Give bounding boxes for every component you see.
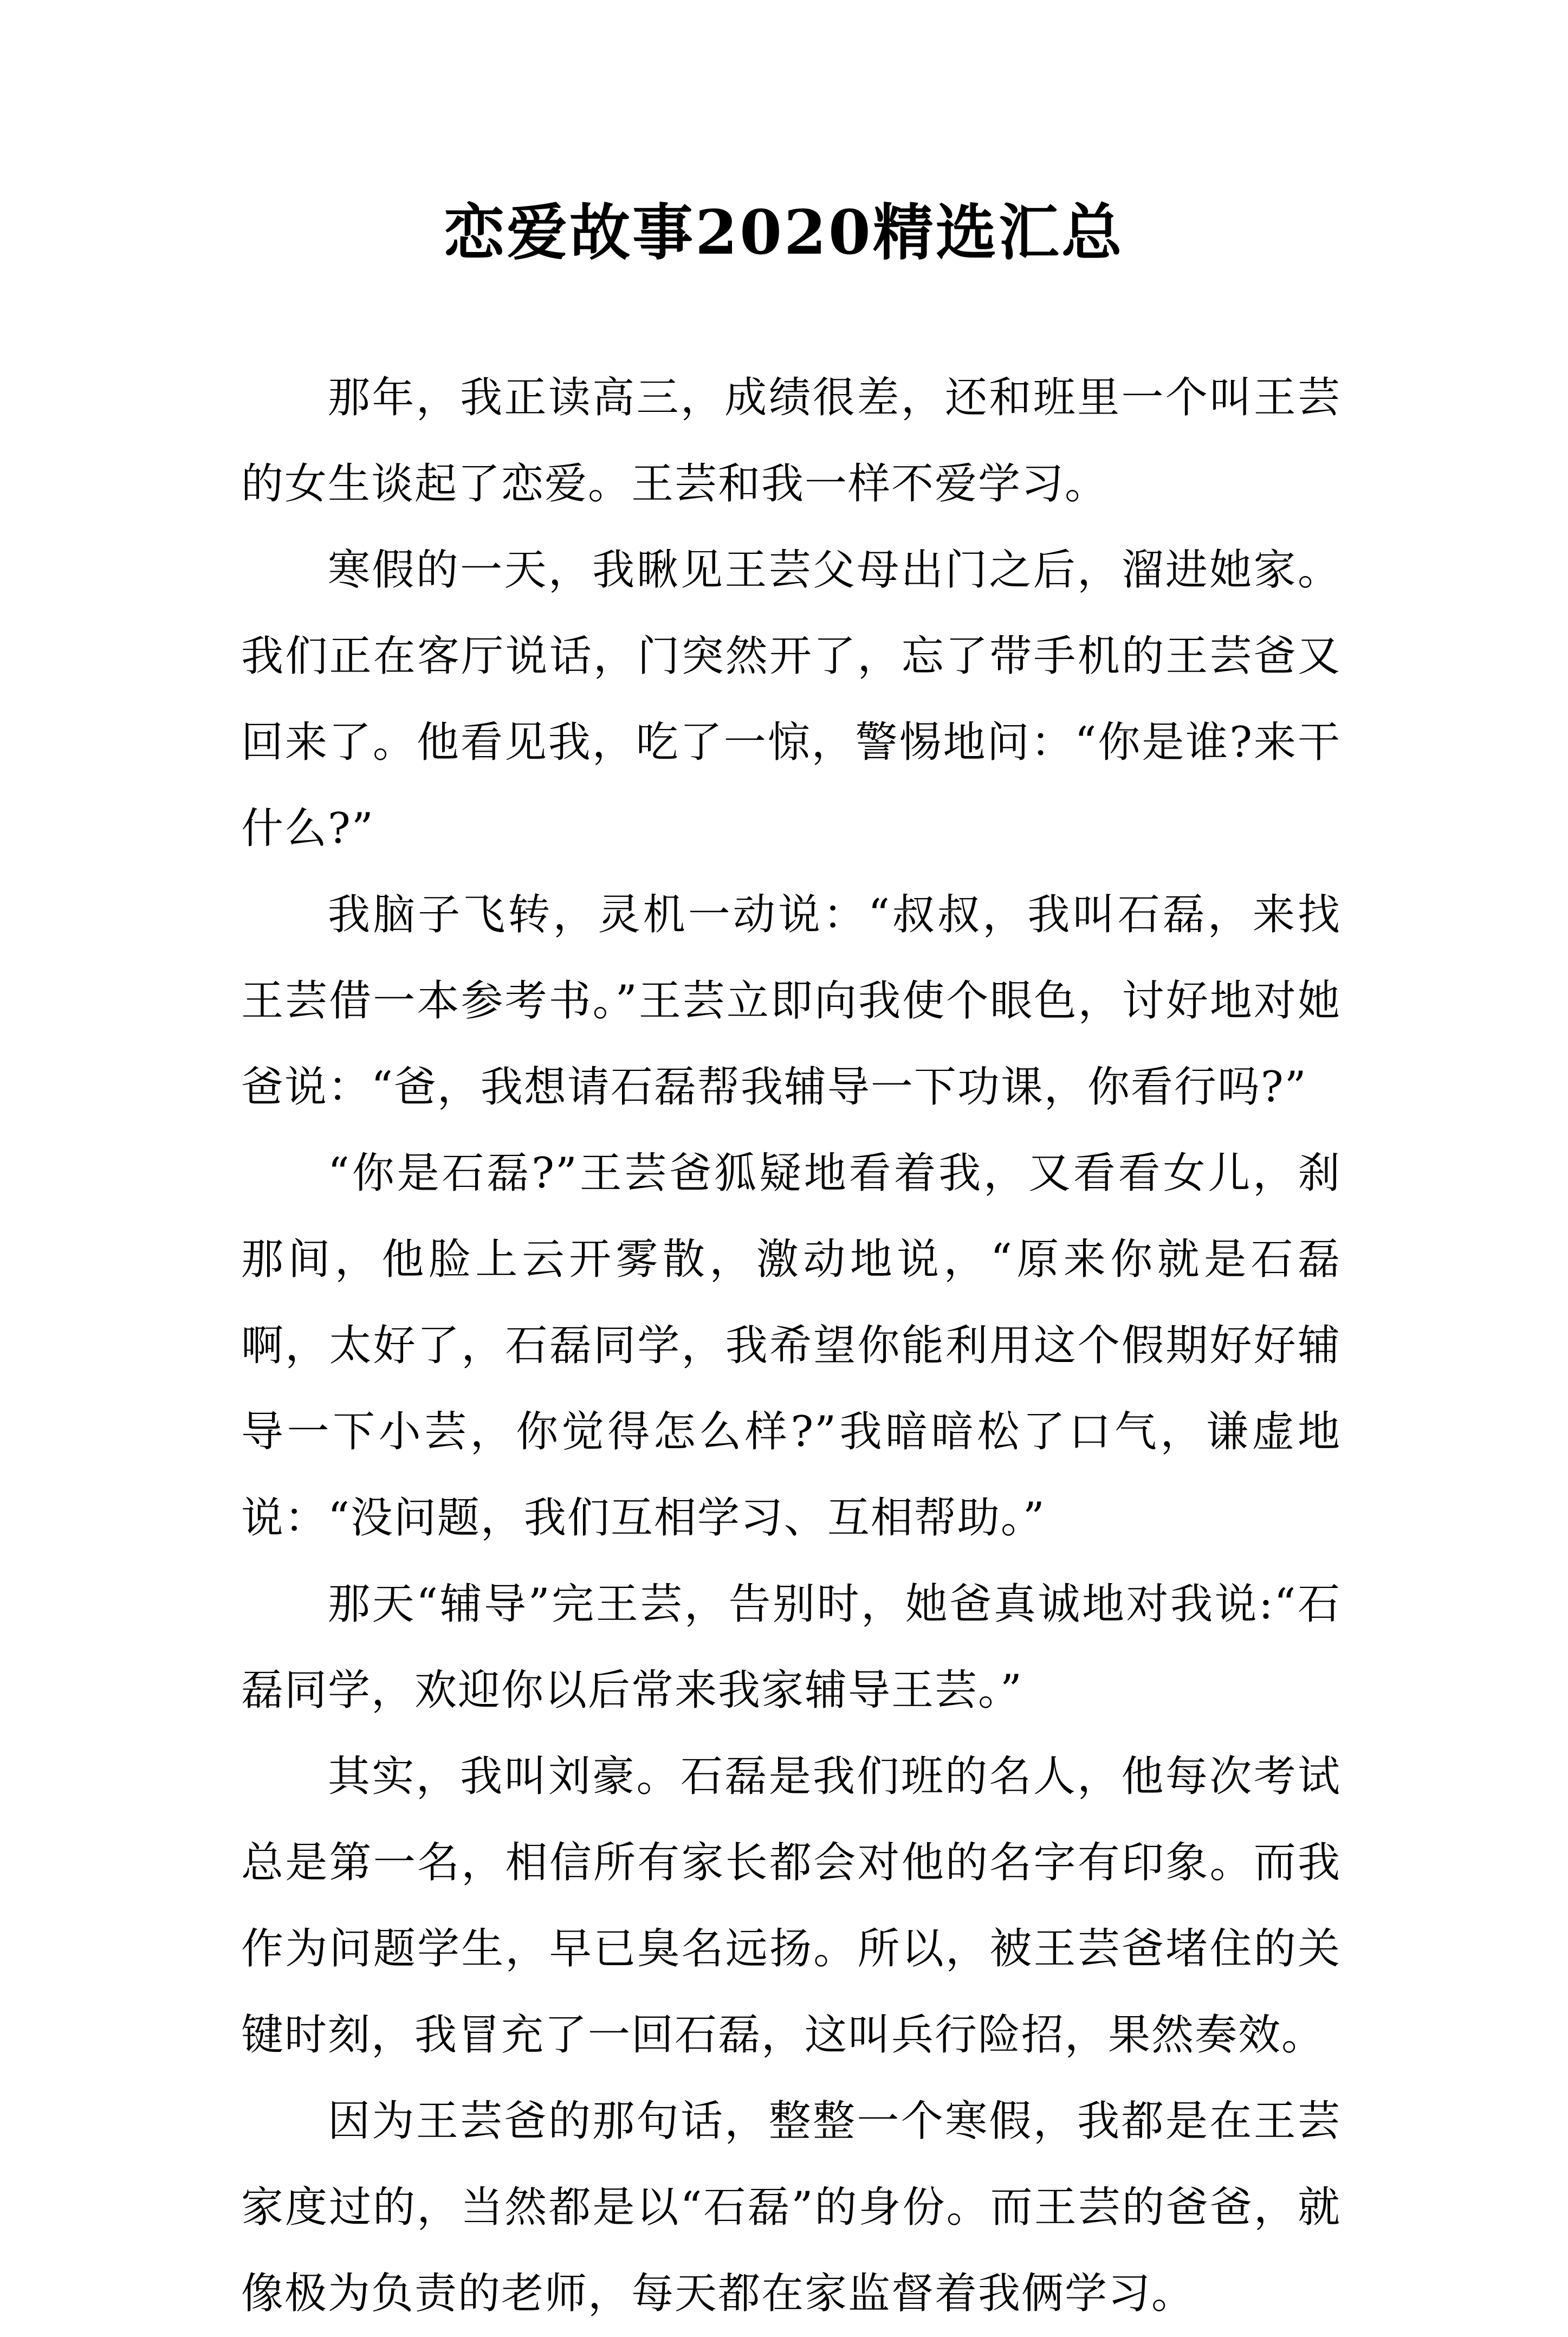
paragraph: 那天“辅导”完王芸，告别时，她爸真诚地对我说:“石磊同学，欢迎你以后常来我家辅导王芸。” xyxy=(241,1580,1341,1715)
paragraph: “你是石磊?”王芸爸狐疑地看着我，又看看女儿，刹那间，他脸上云开雾散，激动地说，“原来你就是石磊啊，太好了，石磊同学，我希望你能利用这个假期好好辅导一下小芸，你觉得怎么样?”我暗暗松了口气，谦虚地说：“没问题，我们互相学习、互相帮助。” xyxy=(241,1149,1341,1542)
paragraph: 那年，我正读高三，成绩很差，还和班里一个叫王芸的女生谈起了恋爱。王芸和我一样不爱学习。 xyxy=(241,373,1341,508)
paragraph: 寒假的一天，我瞅见王芸父母出门之后，溜进她家。我们正在客厅说话，门突然开了，忘了带手机的王芸爸又回来了。他看见我，吃了一惊，警惕地问：“你是谁?来干什么?” xyxy=(241,546,1341,853)
page-title: 恋爱故事2020精选汇总 xyxy=(444,197,1124,268)
paragraph: 其实，我叫刘豪。石磊是我们班的名人，他每次考试总是第一名，相信所有家长都会对他的名字有印象。而我作为问题学生，早已臭名远扬。所以，被王芸爸堵住的关键时刻，我冒充了一回石磊，这叫兵行险招，果然奏效。 xyxy=(241,1752,1341,2060)
document-body xyxy=(241,355,1341,2337)
paragraph: 因为王芸爸的那句话，整整一个寒假，我都是在王芸家度过的，当然都是以“石磊”的身份。而王芸的爸爸，就像极为负责的老师，每天都在家监督着我俩学习。 xyxy=(241,2097,1341,2318)
paragraph: 我脑子飞转，灵机一动说：“叔叔，我叫石磊，来找王芸借一本参考书。”王芸立即向我使个眼色，讨好地对她爸说：“爸，我想请石磊帮我辅导一下功课，你看行吗?” xyxy=(241,890,1341,1112)
